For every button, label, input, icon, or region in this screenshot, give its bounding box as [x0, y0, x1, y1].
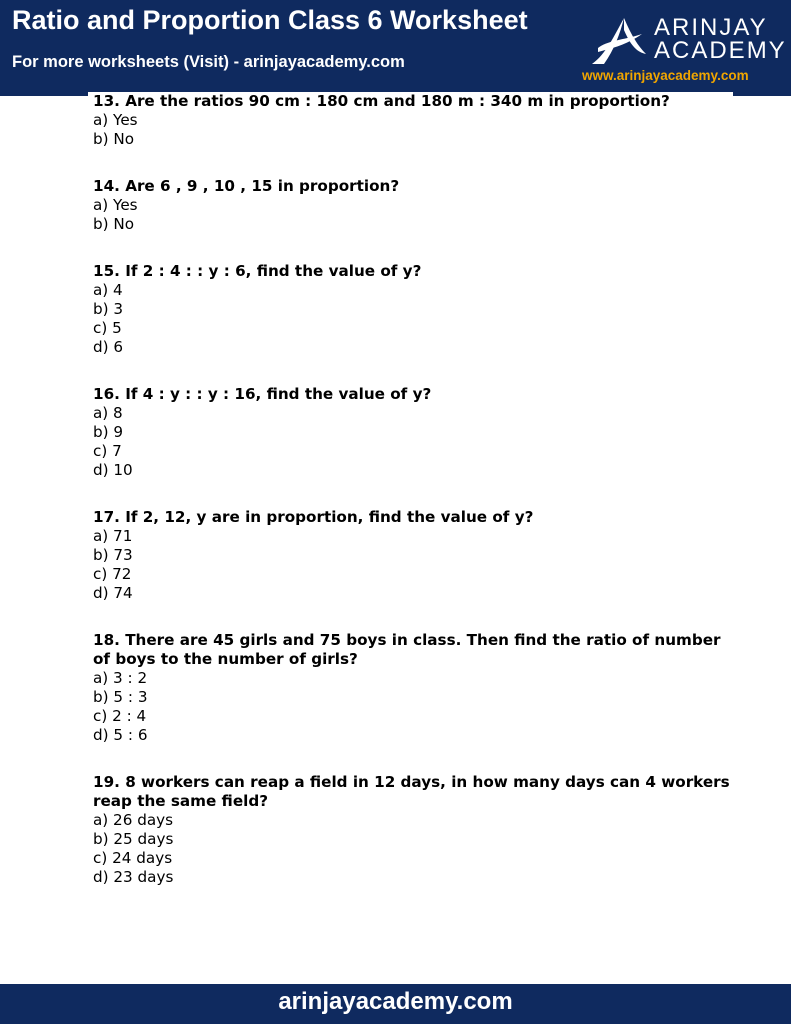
option-b: b) No [93, 215, 135, 233]
question-text: 15. If 2 : 4 : : y : 6, find the value of y? [93, 262, 422, 280]
question-text: 19. 8 workers can reap a field in 12 days, in how many days can 4 workers reap the same field? [93, 773, 730, 810]
option-b: b) 73 [93, 546, 133, 564]
question-list [93, 92, 733, 915]
option-d: d) 74 [93, 584, 133, 602]
option-d: d) 5 : 6 [93, 726, 148, 744]
option-c: c) 7 [93, 442, 122, 460]
option-a: a) 71 [93, 527, 133, 545]
option-a: a) 3 : 2 [93, 669, 148, 687]
question-text: 16. If 4 : y : : y : 16, find the value of y? [93, 385, 432, 403]
question-text: 13. Are the ratios 90 cm : 180 cm and 180 m : 340 m in proportion? [93, 92, 670, 110]
question-text: 14. Are 6 , 9 , 10 , 15 in proportion? [93, 177, 400, 195]
question-text: 17. If 2, 12, y are in proportion, find the value of y? [93, 508, 534, 526]
option-b: b) 5 : 3 [93, 688, 148, 706]
logo-name-line2: ACADEMY [654, 37, 787, 64]
option-d: d) 6 [93, 338, 124, 356]
question-15 [93, 262, 733, 357]
question-16 [93, 385, 733, 480]
page-header [0, 0, 791, 96]
question-17 [93, 508, 733, 603]
logo-name-line1: ARINJAY [654, 14, 768, 41]
option-a: a) 4 [93, 281, 123, 299]
option-a: a) Yes [93, 111, 138, 129]
question-18 [93, 631, 733, 745]
option-b: b) No [93, 130, 135, 148]
logo-mark-icon [584, 14, 650, 72]
option-a: a) Yes [93, 196, 138, 214]
option-c: c) 5 [93, 319, 122, 337]
option-b: b) 25 days [93, 830, 174, 848]
question-text: 18. There are 45 girls and 75 boys in class. Then find the ratio of number of boys to the number of girls? [93, 631, 721, 668]
option-b: b) 9 [93, 423, 124, 441]
worksheet-title: Ratio and Proportion Class 6 Worksheet [12, 5, 528, 35]
worksheet-subtitle: For more worksheets (Visit) - arinjayacademy.com [12, 53, 405, 71]
option-c: c) 72 [93, 565, 132, 583]
page-footer [0, 984, 791, 1024]
footer-site-link[interactable]: arinjayacademy.com [278, 988, 513, 1015]
academy-logo [580, 10, 788, 90]
question-14 [93, 177, 733, 234]
option-d: d) 23 days [93, 868, 174, 886]
question-13 [93, 92, 733, 149]
option-a: a) 26 days [93, 811, 174, 829]
logo-url[interactable]: www.arinjayacademy.com [582, 68, 749, 83]
option-c: c) 2 : 4 [93, 707, 147, 725]
option-b: b) 3 [93, 300, 124, 318]
option-c: c) 24 days [93, 849, 173, 867]
option-d: d) 10 [93, 461, 133, 479]
question-19 [93, 773, 733, 887]
option-a: a) 8 [93, 404, 123, 422]
